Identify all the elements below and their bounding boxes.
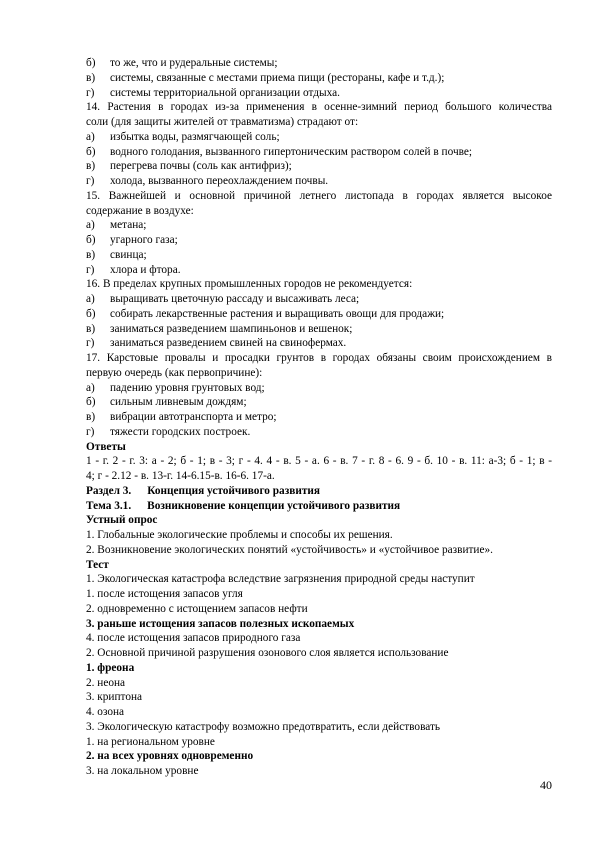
option-item: б) угарного газа; bbox=[86, 234, 178, 246]
option-item: б) водного голодания, вызванного гипертоническим раствором солей в почве; bbox=[86, 145, 473, 158]
option-item: б) сильным ливневым дождям; bbox=[86, 396, 247, 409]
page-number: 40 bbox=[540, 778, 552, 792]
section-heading: Раздел 3. Концепция устойчивого развития bbox=[86, 484, 321, 497]
question-text: содержание в воздухе: bbox=[86, 204, 194, 217]
document-page bbox=[86, 56, 552, 779]
option-item: г) заниматься разведением свиней на свинофермах. bbox=[86, 337, 347, 350]
question-17 bbox=[86, 351, 552, 440]
test-option: 3. на локальном уровне bbox=[86, 765, 199, 777]
test-option: 3. криптона bbox=[86, 691, 143, 704]
test-option: 1. после истощения запасов угля bbox=[86, 588, 243, 600]
option-item: б) собирать лекарственные растения и выращивать овощи для продажи; bbox=[86, 307, 445, 320]
question-14 bbox=[86, 100, 552, 189]
question-text: соли (для защиты жителей от травматизма) страдают от: bbox=[86, 116, 359, 128]
test-option-correct: 2. на всех уровнях одновременно bbox=[86, 750, 254, 763]
question-text: 15. Важнейшей и основной причиной летнего листопада в городах является высокое bbox=[86, 189, 552, 202]
option-item: в) системы, связанные с местами приема пищи (рестораны, кафе и т.д.); bbox=[86, 71, 445, 84]
option-item: б) то же, что и рудеральные системы; bbox=[86, 57, 278, 69]
oral-quiz-item: 2. Возникновение экологических понятий «устойчивость» и «устойчивое развитие». bbox=[86, 543, 493, 556]
answers-text: 1 - г. 2 - г. 3: а - 2; б - 1; в - 3; г - 4. 4 - в. 5 - а. 6 - в. 7 - г. 8 - 6. 9 - б. 10 - в. 11: а-3; б - 1; в - bbox=[86, 455, 552, 468]
topic-heading: Тема 3.1. Возникновение концепции устойчивого развития bbox=[86, 499, 401, 512]
question-15 bbox=[86, 189, 552, 278]
prev-question-options bbox=[86, 56, 552, 100]
test-option-correct: 1. фреона bbox=[86, 661, 135, 674]
test-option: 2. одновременно с истощением запасов нефти bbox=[86, 602, 308, 615]
option-item: в) перегрева почвы (соль как антифриз); bbox=[86, 160, 292, 173]
question-16 bbox=[86, 277, 552, 351]
answers-text: 4; г - 2.12 - в. 13-г. 14-6.15-в. 16-6. 17-а. bbox=[86, 470, 275, 482]
option-item: г) холода, вызванного переохлаждением почвы. bbox=[86, 175, 329, 187]
test-option: 2. неона bbox=[86, 676, 126, 689]
option-item: а) метана; bbox=[86, 219, 147, 232]
test-question: 1. Экологическая катастрофа вследствие загрязнения природной среды наступит bbox=[86, 573, 475, 586]
test-heading: Тест bbox=[86, 558, 109, 571]
test-option: 4. после истощения запасов природного газа bbox=[86, 632, 301, 645]
option-item: в) вибрации автотранспорта и метро; bbox=[86, 411, 277, 423]
test-option-correct: 3. раньше истощения запасов полезных ископаемых bbox=[86, 617, 355, 630]
test-question: 2. Основной причиной разрушения озонового слоя является использование bbox=[86, 647, 449, 659]
test-question: 3. Экологическую катастрофу возможно предотвратить, если действовать bbox=[86, 720, 441, 733]
option-item: в) свинца; bbox=[86, 248, 147, 261]
oral-quiz-heading: Устный опрос bbox=[86, 514, 158, 527]
option-item: а) избытка воды, размягчающей соль; bbox=[86, 130, 280, 143]
test-option: 1. на региональном уровне bbox=[86, 735, 215, 748]
oral-quiz-item: 1. Глобальные экологические проблемы и способы их решения. bbox=[86, 529, 393, 541]
option-item: г) хлора и фтора. bbox=[86, 263, 181, 276]
option-item: г) тяжести городских построек. bbox=[86, 425, 251, 438]
question-text: 14. Растения в городах из-за применения в осенне-зимний период большого количества bbox=[86, 101, 552, 114]
question-text: 16. В пределах крупных промышленных городов не рекомендуется: bbox=[86, 278, 413, 291]
option-item: г) системы территориальной организации отдыха. bbox=[86, 86, 340, 99]
answers-block bbox=[86, 440, 552, 484]
option-item: в) заниматься разведением шампиньонов и вешенок; bbox=[86, 322, 353, 335]
test-block bbox=[86, 558, 552, 779]
question-text: 17. Карстовые провалы и просадки грунтов в городах обязаны своим происхождением в bbox=[86, 352, 552, 364]
oral-quiz bbox=[86, 513, 552, 557]
question-text: первую очередь (как первопричине): bbox=[86, 366, 263, 379]
test-option: 4. озона bbox=[86, 706, 125, 718]
option-item: а) выращивать цветочную рассаду и высаживать леса; bbox=[86, 293, 360, 305]
answers-heading: Ответы bbox=[86, 440, 126, 453]
option-item: а) падению уровня грунтовых вод; bbox=[86, 381, 265, 394]
